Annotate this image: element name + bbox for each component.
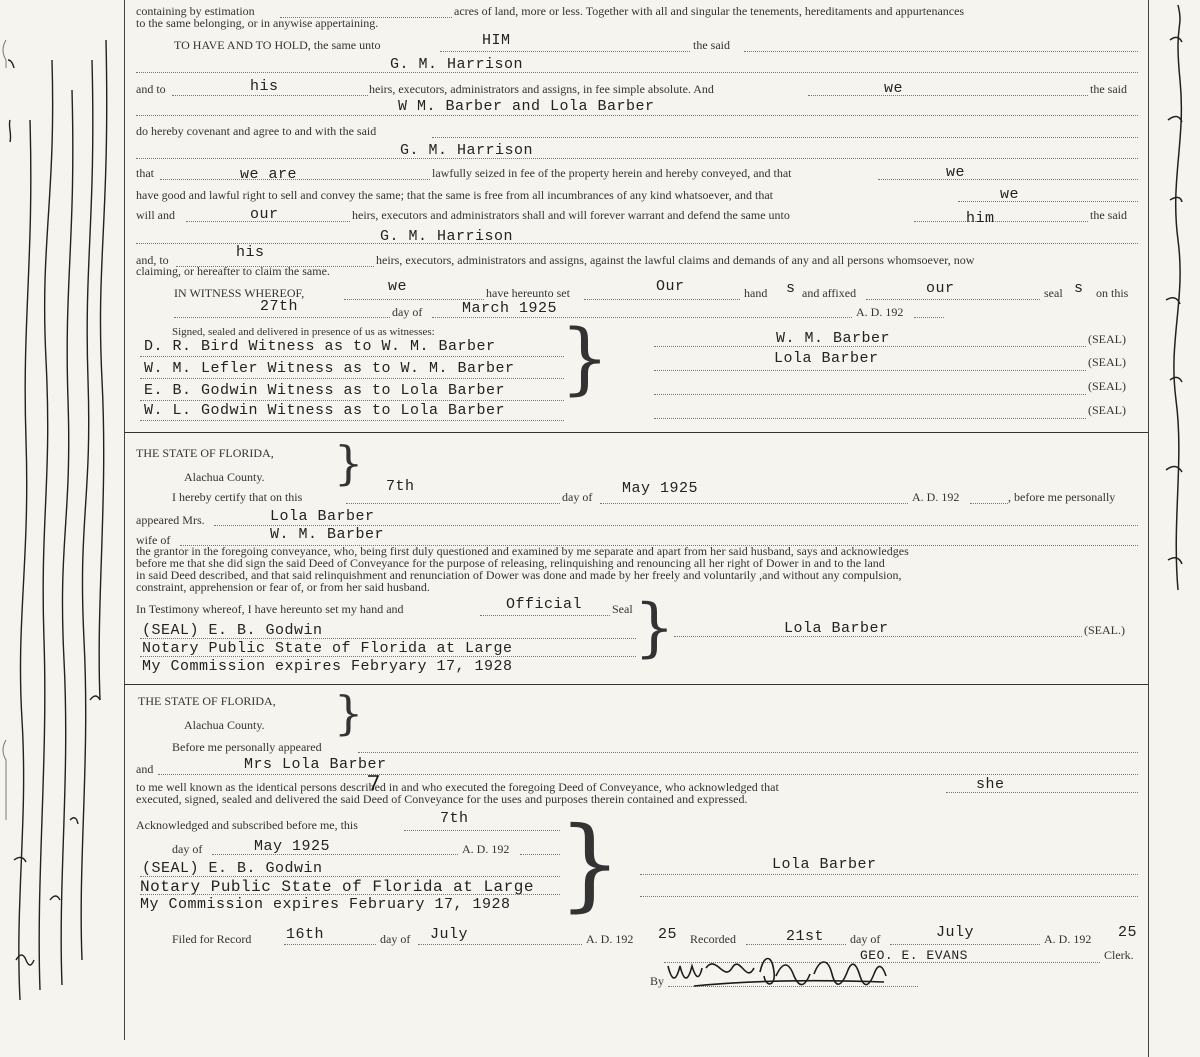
record-rec-day: 21st bbox=[786, 928, 825, 945]
hand-s-value: s bbox=[786, 280, 796, 297]
witness-whereof-label: IN WITNESS WHEREOF, bbox=[174, 286, 305, 300]
our-cap-value: Our bbox=[656, 278, 685, 295]
cert1-day-value: 7th bbox=[386, 478, 415, 495]
signature-line-4 bbox=[654, 418, 1086, 419]
witness-1: D. R. Bird Witness as to W. M. Barber bbox=[144, 338, 496, 355]
margin-handwriting bbox=[0, 0, 124, 1040]
seized-text: lawfully seized in fee of the property herein and hereby conveyed, and that bbox=[432, 166, 792, 180]
we-line-2 bbox=[878, 179, 1138, 180]
cert2-day-line bbox=[404, 830, 560, 831]
the-said-line bbox=[744, 51, 1138, 52]
cert2-she-line bbox=[946, 792, 1138, 793]
seal-label-3: (SEAL) bbox=[1088, 379, 1126, 393]
witness-line-1 bbox=[140, 356, 564, 357]
we-value-4: we bbox=[388, 278, 408, 295]
have-set-text: have hereunto set bbox=[486, 286, 570, 300]
cert2-before: Before me personally appeared bbox=[172, 740, 322, 754]
seal-label-4: (SEAL) bbox=[1088, 403, 1126, 417]
witness-brace: } bbox=[560, 314, 610, 404]
record-ad: A. D. 192 bbox=[586, 932, 634, 946]
record-recorded: Recorded bbox=[690, 932, 736, 946]
cert2-known-1: to me well known as the identical persons described in and who executed the foregoing Deed of Conveyance, who acknowledged that bbox=[136, 780, 779, 794]
cert1-seal-word: Seal bbox=[612, 602, 633, 616]
grantee-line-3 bbox=[136, 243, 1138, 244]
correction-mark bbox=[366, 774, 380, 792]
cert2-known-2: executed, signed, sealed and delivered the said Deed of Conveyance for the uses and purposes therein contained and expressed. bbox=[136, 792, 748, 806]
cert2-before-line bbox=[358, 752, 1138, 753]
cert1-seal-label: (SEAL.) bbox=[1084, 623, 1125, 637]
deed-day-value: 27th bbox=[260, 298, 299, 315]
record-filed: Filed for Record bbox=[172, 932, 252, 946]
him-value: him bbox=[966, 210, 995, 227]
our-value: our bbox=[250, 206, 279, 223]
him-line bbox=[914, 221, 1088, 222]
we-line-3 bbox=[958, 201, 1138, 202]
cert1-appeared: appeared Mrs. bbox=[136, 513, 205, 527]
witness-line-2 bbox=[140, 378, 564, 379]
grantee-name-1: G. M. Harrison bbox=[390, 56, 524, 73]
grantee-name-3: G. M. Harrison bbox=[380, 228, 514, 245]
record-filed-month: July bbox=[430, 926, 469, 943]
cert1-testimony: In Testimony whereof, I have hereunto set my hand and bbox=[136, 602, 404, 616]
cert2-month-line bbox=[212, 854, 458, 855]
his-line bbox=[172, 95, 368, 96]
cert2-and: and bbox=[136, 762, 154, 776]
cert2-ad: A. D. 192 bbox=[462, 842, 510, 856]
cert2-signature-line-2 bbox=[640, 896, 1138, 897]
the-said-label-3: the said bbox=[1090, 208, 1127, 222]
right-margin-handwriting bbox=[1150, 0, 1200, 600]
cert1-ad: A. D. 192 bbox=[912, 490, 960, 504]
estimation-label: containing by estimation bbox=[136, 4, 255, 18]
witness-2: W. M. Lefler Witness as to W. M. Barber bbox=[144, 360, 515, 377]
signature-line-3 bbox=[654, 394, 1086, 395]
claims-text: heirs, executors, administrators and assigns, against the lawful claims and demands of any and all persons whomsoever, now bbox=[376, 253, 975, 267]
cert2-acknowledged: Acknowledged and subscribed before me, this bbox=[136, 818, 358, 832]
grantee-line-1 bbox=[136, 72, 1138, 73]
cert2-brace: } bbox=[334, 686, 364, 740]
the-said-label: the said bbox=[693, 38, 730, 52]
habendum-value: HIM bbox=[482, 32, 511, 49]
signature-line-2 bbox=[654, 370, 1086, 371]
cert1-ad-line bbox=[970, 503, 1008, 504]
cert1-day-line bbox=[346, 503, 560, 504]
right-margin-line bbox=[1148, 0, 1149, 1057]
signed-sealed-text: Signed, sealed and delivered in presence of us as witnesses: bbox=[172, 326, 435, 338]
warrant-text: heirs, executors and administrators shall and will forever warrant and defend the same unto bbox=[352, 208, 790, 222]
cert1-wife-of: wife of bbox=[136, 533, 171, 547]
acres-clause: acres of land, more or less. Together with all and singular the tenements, hereditaments and appurtenances bbox=[454, 4, 965, 18]
witness-line-4 bbox=[140, 420, 564, 421]
cert1-body-1: the grantor in the foregoing conveyance, who, being first duly questioned and examined by me separate and apart from her said husband, says and acknowledges bbox=[136, 544, 909, 558]
month-line bbox=[432, 317, 852, 318]
seal-s-value: s bbox=[1074, 280, 1084, 297]
covenant-line bbox=[432, 137, 1138, 138]
ad-line bbox=[914, 317, 944, 318]
cert2-notary-3: My Commission expires February 17, 1928 bbox=[140, 896, 511, 913]
belonging-text: to the same belonging, or in anywise appertaining. bbox=[136, 16, 379, 30]
cert1-month-line bbox=[600, 503, 908, 504]
cert1-brace: } bbox=[334, 436, 364, 490]
habendum-text: TO HAVE AND TO HOLD, the same unto bbox=[174, 38, 381, 52]
grantee-line-2 bbox=[136, 158, 1138, 159]
cert1-body-3: in said Deed described, and that said relinquishment and renunciation of Dower was done and made by her freely and voluntarily ,and without any compulsion, bbox=[136, 568, 902, 582]
cert1-notary-brace: } bbox=[634, 591, 675, 665]
grantors-names: W M. Barber and Lola Barber bbox=[398, 98, 655, 115]
record-day-of-2: day of bbox=[850, 932, 881, 946]
cert1-husband: W. M. Barber bbox=[270, 526, 385, 543]
record-rec-month: July bbox=[936, 924, 975, 941]
cert2-signature-line-1 bbox=[640, 874, 1138, 875]
seal-label: seal bbox=[1044, 286, 1063, 300]
cert2-notary-2: Notary Public State of Florida at Large bbox=[140, 878, 534, 896]
the-said-label-2: the said bbox=[1090, 82, 1127, 96]
cert1-notary-line-2 bbox=[140, 656, 636, 657]
cert1-before-me: , before me personally bbox=[1008, 490, 1116, 504]
cert2-notary-brace: } bbox=[558, 805, 622, 922]
heirs-fee-text: heirs, executors, administrators and assigns, in fee simple absolute. And bbox=[369, 82, 714, 96]
that-label: that bbox=[136, 166, 154, 180]
habendum-line bbox=[440, 51, 690, 52]
record-rec-month-line bbox=[890, 944, 1040, 945]
cert2-notary-line-2 bbox=[140, 894, 560, 895]
record-rec-year: 25 bbox=[1118, 924, 1138, 941]
claiming-text: claiming, or hereafter to claim the same. bbox=[136, 264, 330, 278]
cert1-day-of: day of bbox=[562, 490, 593, 504]
record-ad-2: A. D. 192 bbox=[1044, 932, 1092, 946]
section-divider-2 bbox=[124, 684, 1148, 685]
cert2-day-value: 7th bbox=[440, 810, 469, 827]
record-clerk-name: GEO. E. EVANS bbox=[860, 948, 968, 963]
we-line bbox=[808, 95, 1088, 96]
will-and-label: will and bbox=[136, 208, 175, 222]
his-value-2: his bbox=[236, 244, 265, 261]
seal-label-2: (SEAL) bbox=[1088, 355, 1126, 369]
cert2-notary-1: (SEAL) E. B. Godwin bbox=[142, 860, 323, 877]
deputy-clerk-signature bbox=[664, 946, 914, 996]
we-value: we bbox=[884, 80, 904, 97]
cert1-signature: Lola Barber bbox=[784, 620, 889, 637]
on-this-label: on this bbox=[1096, 286, 1129, 300]
cert2-name: Mrs Lola Barber bbox=[244, 756, 387, 773]
cert2-month-value: May 1925 bbox=[254, 838, 331, 855]
cert2-county: Alachua County. bbox=[184, 718, 265, 732]
deed-month-value: March 1925 bbox=[462, 300, 558, 317]
cert1-notary-line-1 bbox=[140, 638, 636, 639]
record-filed-month-line bbox=[418, 944, 582, 945]
ad-label: A. D. 192 bbox=[856, 305, 904, 319]
hand-label: hand bbox=[744, 286, 768, 300]
record-by: By bbox=[650, 974, 665, 988]
record-day-of: day of bbox=[380, 932, 411, 946]
cert2-signature: Lola Barber bbox=[772, 856, 877, 873]
cert1-body-4: constraint, apprehension or fear of, or from her said husband. bbox=[136, 580, 430, 594]
cert1-notary-1: (SEAL) E. B. Godwin bbox=[142, 622, 323, 639]
cert1-month-value: May 1925 bbox=[622, 480, 699, 497]
day-of-label: day of bbox=[392, 305, 423, 319]
we-value-2: we bbox=[946, 164, 966, 181]
seal-label-1: (SEAL) bbox=[1088, 332, 1126, 346]
hand-line bbox=[584, 299, 740, 300]
we-are-value: we are bbox=[240, 166, 298, 183]
cert1-body-2: before me that she did sign the said Deed of Conveyance for the purpose of releasing, relinquishing and renouncing all her right of Dower in and to the land bbox=[136, 556, 885, 570]
and-to-label-2: and, to bbox=[136, 253, 169, 267]
cert2-day-of: day of bbox=[172, 842, 203, 856]
affixed-label: and affixed bbox=[802, 286, 857, 300]
day-line bbox=[174, 317, 390, 318]
and-to-label: and to bbox=[136, 82, 166, 96]
cert1-state: THE STATE OF FLORIDA, bbox=[136, 446, 274, 460]
cert1-county: Alachua County. bbox=[184, 470, 265, 484]
left-margin-line bbox=[124, 0, 125, 1040]
cert1-notary-3: My Commission expires Febryary 17, 1928 bbox=[142, 658, 513, 675]
cert2-name-line bbox=[158, 774, 1138, 775]
cert2-she: she bbox=[976, 776, 1005, 793]
cert2-ad-line bbox=[520, 854, 560, 855]
section-divider-1 bbox=[124, 432, 1148, 433]
cert1-name: Lola Barber bbox=[270, 508, 375, 525]
witness-line-3 bbox=[140, 400, 564, 401]
we-value-3: we bbox=[1000, 186, 1020, 203]
cert1-official: Official bbox=[506, 596, 583, 613]
grantors-line bbox=[136, 115, 1138, 116]
covenant-text: do hereby covenant and agree to and with the said bbox=[136, 124, 377, 138]
cert1-certify: I hereby certify that on this bbox=[172, 490, 303, 504]
cert1-signature-line bbox=[674, 636, 1082, 637]
cert1-official-line bbox=[480, 615, 610, 616]
witness-3: E. B. Godwin Witness as to Lola Barber bbox=[144, 382, 506, 399]
grantee-name-2: G. M. Harrison bbox=[400, 142, 534, 159]
signature-line-1 bbox=[654, 346, 1086, 347]
record-filed-year: 25 bbox=[658, 926, 678, 943]
signature-1: W. M. Barber bbox=[776, 330, 891, 347]
record-clerk: Clerk. bbox=[1104, 948, 1134, 962]
signature-2: Lola Barber bbox=[774, 350, 879, 367]
witness-4: W. L. Godwin Witness as to Lola Barber bbox=[144, 402, 506, 419]
our-value-2: our bbox=[926, 280, 955, 297]
record-filed-day: 16th bbox=[286, 926, 325, 943]
cert2-notary-line-1 bbox=[140, 876, 560, 877]
record-filed-day-line bbox=[284, 944, 376, 945]
our-line-2 bbox=[866, 299, 1040, 300]
good-right-text: have good and lawful right to sell and convey the same; that the same is free from all incumbrances of any kind whatsoever, and that bbox=[136, 188, 773, 202]
cert1-notary-2: Notary Public State of Florida at Large bbox=[142, 640, 513, 657]
cert2-state: THE STATE OF FLORIDA, bbox=[138, 694, 276, 708]
his-value: his bbox=[250, 78, 279, 95]
